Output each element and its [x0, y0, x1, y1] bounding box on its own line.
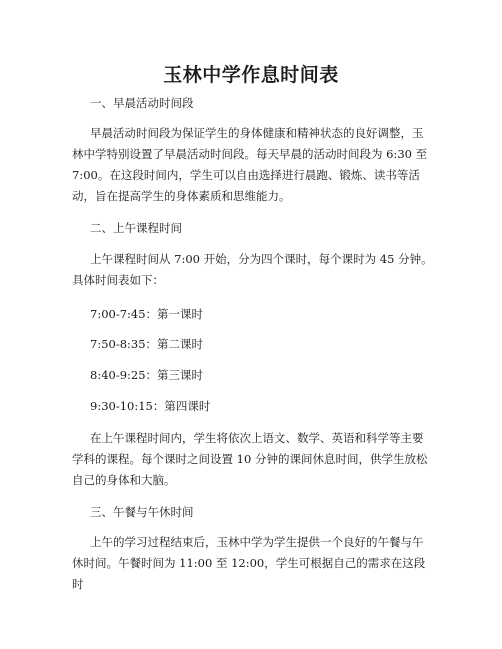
schedule-item-1: 7:00-7:45：第一课时 — [90, 307, 204, 321]
section-3-paragraph: 上午的学习过程结束后，玉林中学为学生提供一个良好的午餐与午休时间。午餐时间为 11:00 至 12:00，学生可根据自己的需求在这段时 — [72, 535, 426, 591]
schedule-item-4: 9:30-10:15：第四课时 — [90, 399, 211, 413]
section-2-paragraph-2: 在上午课程时间内，学生将依次上语文、数学、英语和科学等主要学科的课程。每个课时之间设置 10 分钟的课间休息时间，供学生放松自己的身体和大脑。 — [72, 431, 428, 487]
schedule-item-3: 8:40-9:25：第三课时 — [90, 368, 204, 382]
section-1-heading: 一、早晨活动时间段 — [90, 96, 194, 110]
document-title: 玉林中学作息时间表 — [163, 64, 339, 86]
section-1-paragraph: 早晨活动时间段为保证学生的身体健康和精神状态的良好调整，玉林中学特别设置了早晨活动时间段。每天早晨的活动时间段为 6:30 至 7:00。在这段时间内，学生可以自由选择进行晨跑、锻炼、读书等活动，旨在提高学生的身体素质和思维能力。 — [72, 126, 428, 203]
schedule-item-2: 7:50-8:35：第二课时 — [90, 337, 204, 351]
section-3-heading: 三、午餐与午休时间 — [90, 505, 194, 519]
section-2-paragraph: 上午课程时间从 7:00 开始，分为四个课时，每个课时为 45 分钟。具体时间表如下： — [72, 252, 433, 287]
section-2-heading: 二、上午课程时间 — [90, 221, 182, 235]
